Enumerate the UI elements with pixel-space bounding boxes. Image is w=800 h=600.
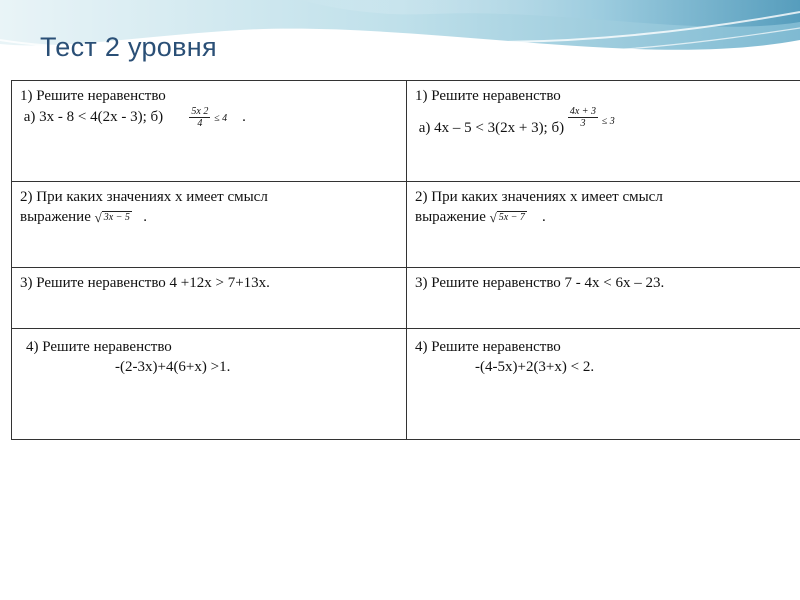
right-q4-heading: 4) Решите неравенство xyxy=(415,339,561,355)
right-q1-fraction xyxy=(568,106,598,129)
table-row xyxy=(12,268,800,329)
left-question-2 xyxy=(12,182,407,268)
right-q2-line2 xyxy=(415,207,793,227)
right-question-1 xyxy=(407,81,800,182)
left-q2-end: . xyxy=(143,209,147,225)
left-question-3 xyxy=(12,268,407,329)
left-q1-heading: 1) Решите неравенство xyxy=(20,88,166,104)
left-q2-label: выражение xyxy=(20,209,91,225)
right-q2-radicand: 5x − 7 xyxy=(498,212,525,224)
left-q1-end: . xyxy=(242,108,246,125)
left-q1-fraction xyxy=(189,106,210,129)
left-q1-relation: ≤ 4 xyxy=(214,112,228,124)
right-q4-expression: -(4-5х)+2(3+х) < 2. xyxy=(475,359,595,375)
left-q4-expression: -(2-3х)+4(6+х) >1. xyxy=(115,359,231,375)
left-q1-part-a: а) 3х - 8 < 4(2х - 3); б) xyxy=(23,108,164,125)
right-q1-relation: ≤ 3 xyxy=(601,116,615,127)
right-q2-label: выражение xyxy=(415,209,486,225)
left-question-1 xyxy=(12,81,407,182)
left-q1-fraction-numerator: 5x 2 xyxy=(191,106,209,117)
table-row xyxy=(12,182,800,268)
sqrt-icon: √ xyxy=(94,210,102,226)
left-q1-body xyxy=(20,106,398,129)
left-q3-text: 3) Решите неравенство 4 +12х > 7+13х. xyxy=(20,275,270,291)
sqrt-icon: √ xyxy=(489,210,497,226)
right-q1-part-a: а) 4х – 5 < 3(2х + 3); б) xyxy=(418,120,565,136)
right-q1-fraction-denominator: 3 xyxy=(580,118,586,129)
right-q1-heading: 1) Решите неравенство xyxy=(415,88,561,104)
test-table xyxy=(11,80,800,440)
left-q4-heading: 4) Решите неравенство xyxy=(26,339,172,355)
left-q2-line1: 2) При каких значениях х имеет смысл xyxy=(20,189,268,205)
right-q3-text: 3) Решите неравенство 7 - 4х < 6х – 23. xyxy=(415,275,665,291)
left-question-4 xyxy=(12,329,407,440)
right-q2-sqrt-expression xyxy=(490,211,527,224)
left-q2-radicand: 3x − 5 xyxy=(103,212,130,224)
right-question-4 xyxy=(407,329,800,440)
right-question-3 xyxy=(407,268,800,329)
left-q2-line2 xyxy=(20,207,398,227)
right-q2-line1: 2) При каких значениях х имеет смысл xyxy=(415,189,663,205)
table-row xyxy=(12,81,800,182)
right-q1-body xyxy=(415,106,793,138)
page-title: Тест 2 уровня xyxy=(40,32,217,62)
left-q1-fraction-denominator: 4 xyxy=(197,118,203,129)
right-q2-end: . xyxy=(541,209,546,225)
right-q1-fraction-numerator: 4x + 3 xyxy=(569,106,597,117)
table-row xyxy=(12,329,800,440)
left-q2-sqrt-expression xyxy=(95,211,132,224)
right-question-2 xyxy=(407,182,800,268)
